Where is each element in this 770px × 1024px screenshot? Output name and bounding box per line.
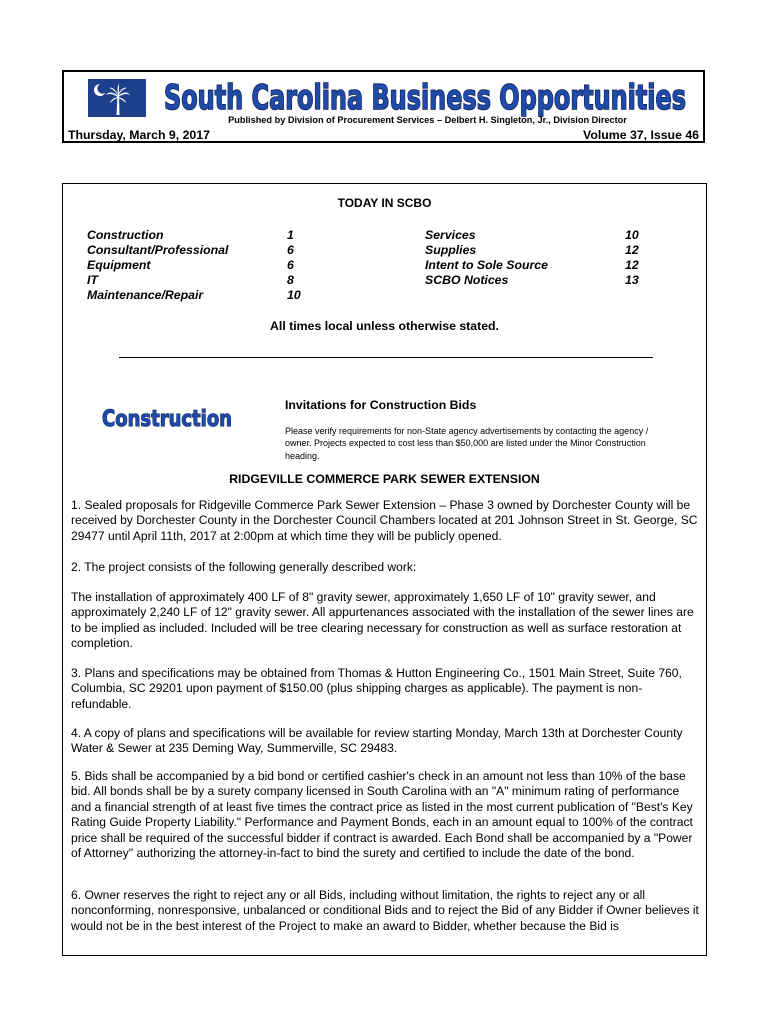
publisher-line: Published by Division of Procurement Services – Delbert H. Singleton, Jr., Division Director: [228, 115, 627, 125]
toc-row: [425, 273, 655, 288]
sc-flag-icon: [88, 79, 146, 117]
toc-label: SCBO Notices: [425, 273, 509, 287]
issue-volume: Volume 37, Issue 46: [583, 128, 699, 142]
toc-row: [87, 228, 317, 243]
paragraph-2: 2. The project consists of the following generally described work:: [71, 560, 417, 574]
toc-row: [87, 288, 317, 303]
toc-page: 6: [287, 258, 294, 272]
toc-left-column: [87, 228, 317, 303]
toc-label: Maintenance/Repair: [87, 288, 204, 302]
paragraph-4: 4. A copy of plans and specifications will be available for review starting Monday, March 13th at Dorchester County Water & Sewer at 235 Deming Way, Summerville, SC 29483.: [71, 726, 683, 756]
paragraph-5: 5. Bids shall be accompanied by a bid bond or certified cashier's check in an amount not less than 10% of the base bid. All bonds shall be by a surety company licensed in South Carolina with an "A" minimum rating of performance and a financial strength of at least five times the contract price as listed in the most current publication of "Best's Key Rating Guide Property Liability." Performance and Payment Bonds, each in an amount equal to 100% of the contract price shall be required of the successful bidder if contract is awarded. Each Bond shall be accompanied by a "Power of Attorney" authorizing the attorney-in-fact to bind the surety and certified to include the date of the bond.: [71, 769, 693, 861]
toc-row: [87, 273, 317, 288]
toc-right-column: [425, 228, 655, 288]
section-heading: Invitations for Construction Bids: [285, 398, 477, 412]
toc-row: [87, 243, 317, 258]
toc-page: 10: [625, 228, 639, 242]
toc-page: 1: [287, 228, 294, 242]
construction-logo-text: Construction: [102, 407, 232, 432]
toc-page: 12: [625, 243, 639, 257]
project-title: RIDGEVILLE COMMERCE PARK SEWER EXTENSION: [229, 472, 540, 486]
toc-label: Intent to Sole Source: [425, 258, 548, 272]
toc-page: 12: [625, 258, 639, 272]
toc-row: [425, 258, 655, 273]
toc-label: IT: [87, 273, 98, 287]
toc-page: 10: [287, 288, 301, 302]
toc-label: Equipment: [87, 258, 151, 272]
banner-title: [161, 75, 689, 117]
paragraph-1: 1. Sealed proposals for Ridgeville Commerce Park Sewer Extension – Phase 3 owned by Dorchester County will be received by Dorchester County in the Dorchester Council Chambers located at 201 Johnson Street in St. George, SC 29477 until April 11th, 2017 at 2:00pm at which time they will be publicly opened.: [71, 498, 698, 543]
verify-note: Please verify requirements for non-State agency advertisements by contacting the agency / owner. Projects expected to cost less than $50,000 are listed under the Minor Construction heading.: [285, 426, 649, 461]
toc-row: [425, 243, 655, 258]
toc-label: Services: [425, 228, 476, 242]
banner-title-text: South Carolina Business Opportunities: [164, 78, 686, 118]
masthead: [62, 70, 705, 143]
today-title: TODAY IN SCBO: [337, 196, 432, 210]
toc-label: Supplies: [425, 243, 477, 257]
issue-date: Thursday, March 9, 2017: [68, 128, 210, 142]
times-note: All times local unless otherwise stated.: [270, 319, 499, 333]
toc-page: 13: [625, 273, 639, 287]
toc-row: [87, 258, 317, 273]
paragraph-6: 6. Owner reserves the right to reject any or all Bids, including without limitation, the rights to reject any or all nonconforming, nonresponsive, unbalanced or conditional Bids and to reject the Bid of any Bidder if Owner believes it would not be in the best interest of the Project to make an award to Bidder, whether because the Bid is: [71, 888, 699, 933]
paragraph-3: 3. Plans and specifications may be obtained from Thomas & Hutton Engineering Co., 1501 Main Street, Suite 760, Columbia, SC 29201 upon payment of $150.00 (plus shipping charges as applicable). The payment is non-refundable.: [71, 666, 682, 711]
toc-page: 6: [287, 243, 294, 257]
toc-label: Consultant/Professional: [87, 243, 229, 257]
toc-row: [425, 228, 655, 243]
toc-label: Construction: [87, 228, 164, 242]
construction-section-logo: [100, 402, 235, 432]
divider: [119, 357, 653, 358]
main-content: [62, 183, 707, 956]
paragraph-scope: The installation of approximately 400 LF of 8" gravity sewer, approximately 1,650 LF of 10" gravity sewer, and approximately 2,240 LF of 12" gravity sewer. All appurtenances associated with the installation of the sewer lines are to be implied as included. Included will be tree clearing necessary for construction as well as surface restoration at completion.: [71, 590, 694, 651]
toc-page: 8: [287, 273, 294, 287]
